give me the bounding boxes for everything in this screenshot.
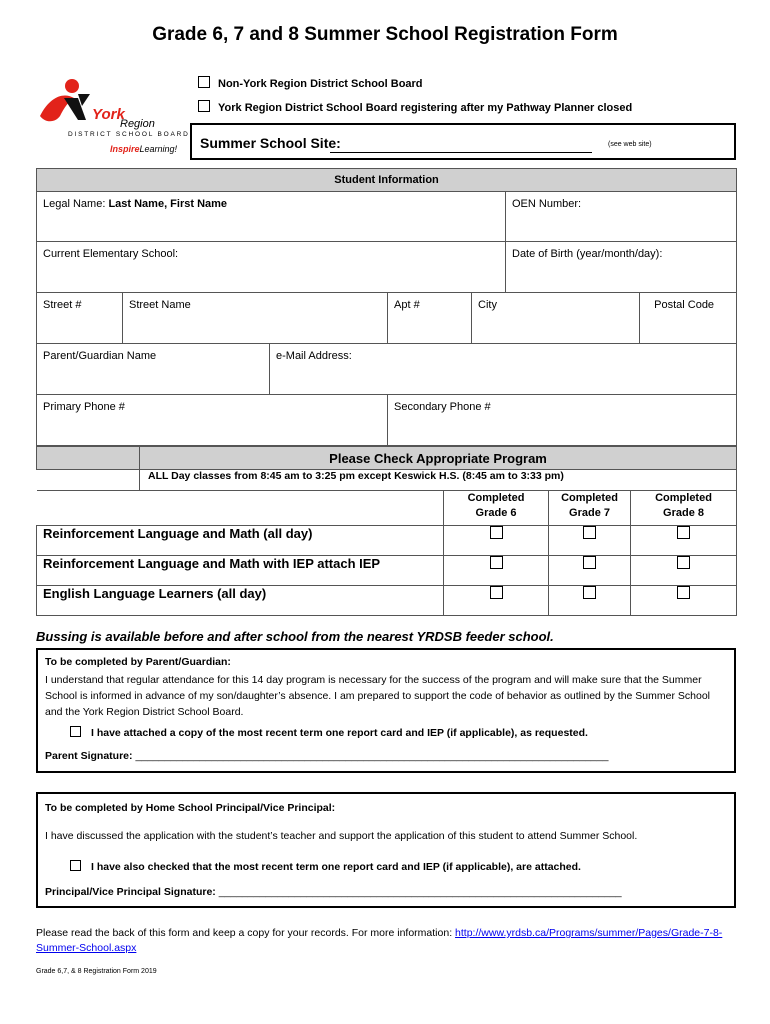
program-checkbox-cell[interactable]	[549, 526, 631, 556]
option-label: York Region District School Board registering after my Pathway Planner closed	[218, 102, 633, 114]
school-field[interactable]: Current Elementary School:	[37, 242, 506, 293]
parent-signature-line[interactable]: _________________________________________________________________________________	[135, 750, 609, 762]
principal-signature[interactable]	[45, 886, 622, 898]
program-heading-spacer	[37, 447, 140, 470]
checkbox[interactable]	[677, 556, 690, 569]
checkbox[interactable]	[583, 556, 596, 569]
parent-check-row[interactable]	[70, 726, 588, 739]
checkbox[interactable]	[70, 860, 81, 871]
blank-cell	[37, 491, 444, 526]
student-info-table	[36, 168, 737, 446]
dob-field[interactable]: Date of Birth (year/month/day):	[506, 242, 737, 293]
program-checkbox-cell[interactable]	[631, 556, 737, 586]
parent-heading: To be completed by Parent/Guardian:	[45, 656, 231, 668]
logo-board: DISTRICT SCHOOL BOARD	[68, 131, 190, 138]
site-note: (see web site)	[608, 141, 652, 148]
oen-field[interactable]: OEN Number:	[506, 192, 737, 242]
program-table	[36, 446, 737, 616]
footer-note	[36, 926, 736, 956]
email-field[interactable]: e-Mail Address:	[270, 344, 737, 395]
parent-section	[36, 648, 736, 773]
street-name-field[interactable]: Street Name	[123, 293, 388, 344]
primary-phone-field[interactable]: Primary Phone #	[37, 395, 388, 446]
program-checkbox-cell[interactable]	[549, 586, 631, 616]
program-checkbox-cell[interactable]	[444, 526, 549, 556]
city-field[interactable]: City	[472, 293, 640, 344]
checkbox[interactable]	[490, 586, 503, 599]
principal-check-row[interactable]	[70, 860, 581, 873]
page-title: Grade 6, 7 and 8 Summer School Registration Form	[152, 24, 618, 45]
principal-section	[36, 792, 736, 908]
program-row-label: Reinforcement Language and Math (all day)	[37, 526, 444, 556]
principal-signature-line[interactable]: _____________________________________________________________________	[218, 886, 622, 898]
option-yrdsb-late[interactable]	[198, 100, 632, 114]
parent-check-label: I have attached a copy of the most recent term one report card and IEP (if applicable), as requested.	[91, 727, 588, 739]
blank-cell	[37, 470, 140, 491]
parent-signature-label: Parent Signature:	[45, 750, 136, 762]
principal-check-label: I have also checked that the most recent term one report card and IEP (if applicable), are attached.	[91, 861, 581, 873]
principal-heading: To be completed by Home School Principal/Vice Principal:	[45, 802, 336, 814]
checkbox[interactable]	[490, 556, 503, 569]
street-number-field[interactable]: Street #	[37, 293, 123, 344]
info-link[interactable]: http://www.yrdsb.ca/Programs/summer/Pages/Grade-7-8-Summer-School.aspx	[36, 927, 723, 954]
option-label: Non-York Region District School Board	[218, 78, 423, 90]
program-checkbox-cell[interactable]	[444, 586, 549, 616]
program-checkbox-cell[interactable]	[631, 526, 737, 556]
legal-name-field[interactable]: Legal Name: Last Name, First Name	[37, 192, 506, 242]
footer-text: Please read the back of this form and keep a copy for your records. For more information:	[36, 927, 456, 939]
program-row-label: English Language Learners (all day)	[37, 586, 444, 616]
summer-school-site-box	[190, 123, 736, 160]
program-row-label: Reinforcement Language and Math with IEP attach IEP	[37, 556, 444, 586]
checkbox[interactable]	[70, 726, 81, 737]
logo-region: Region	[120, 118, 155, 130]
parent-name-field[interactable]: Parent/Guardian Name	[37, 344, 270, 395]
col-grade-6: Completed Grade 6	[444, 491, 549, 526]
logo-york: York	[92, 106, 125, 123]
checkbox[interactable]	[198, 76, 210, 88]
form-id: Grade 6,7, & 8 Registration Form 2019	[36, 968, 157, 975]
col-grade-8: Completed Grade 8	[631, 491, 737, 526]
checkbox[interactable]	[583, 526, 596, 539]
checkbox[interactable]	[583, 586, 596, 599]
bussing-note: Bussing is available before and after school from the nearest YRDSB feeder school.	[36, 629, 554, 644]
program-checkbox-cell[interactable]	[631, 586, 737, 616]
logo-tagline: InspireLearning!	[110, 144, 178, 154]
checkbox[interactable]	[198, 100, 210, 112]
checkbox[interactable]	[677, 526, 690, 539]
checkbox[interactable]	[490, 526, 503, 539]
yrdsb-logo	[34, 76, 194, 156]
parent-signature[interactable]	[45, 750, 608, 762]
program-heading: Please Check Appropriate Program	[140, 447, 737, 470]
apt-field[interactable]: Apt #	[388, 293, 472, 344]
student-info-heading: Student Information	[37, 169, 737, 192]
program-checkbox-cell[interactable]	[444, 556, 549, 586]
parent-statement: I understand that regular attendance for this 14 day program is necessary for the success of the program and will make sure that the Summer School is informed in advance of my son/daughter’s absence. I am prepared to support the code of behavior as outlined by the Summer School and the York Region District School Board.	[45, 674, 711, 718]
principal-statement: I have discussed the application with the student’s teacher and support the application of this student to attend Summer School.	[45, 830, 638, 842]
principal-signature-label: Principal/Vice Principal Signature:	[45, 886, 219, 898]
secondary-phone-field[interactable]: Secondary Phone #	[388, 395, 737, 446]
checkbox[interactable]	[677, 586, 690, 599]
option-non-yrdsb[interactable]	[198, 76, 423, 90]
postal-code-field[interactable]: Postal Code	[640, 293, 737, 344]
program-subheading: ALL Day classes from 8:45 am to 3:25 pm except Keswick H.S. (8:45 am to 3:33 pm)	[140, 470, 737, 491]
site-input-line[interactable]	[330, 152, 592, 153]
program-checkbox-cell[interactable]	[549, 556, 631, 586]
col-grade-7: Completed Grade 7	[549, 491, 631, 526]
site-label: Summer School Site:	[200, 135, 341, 151]
